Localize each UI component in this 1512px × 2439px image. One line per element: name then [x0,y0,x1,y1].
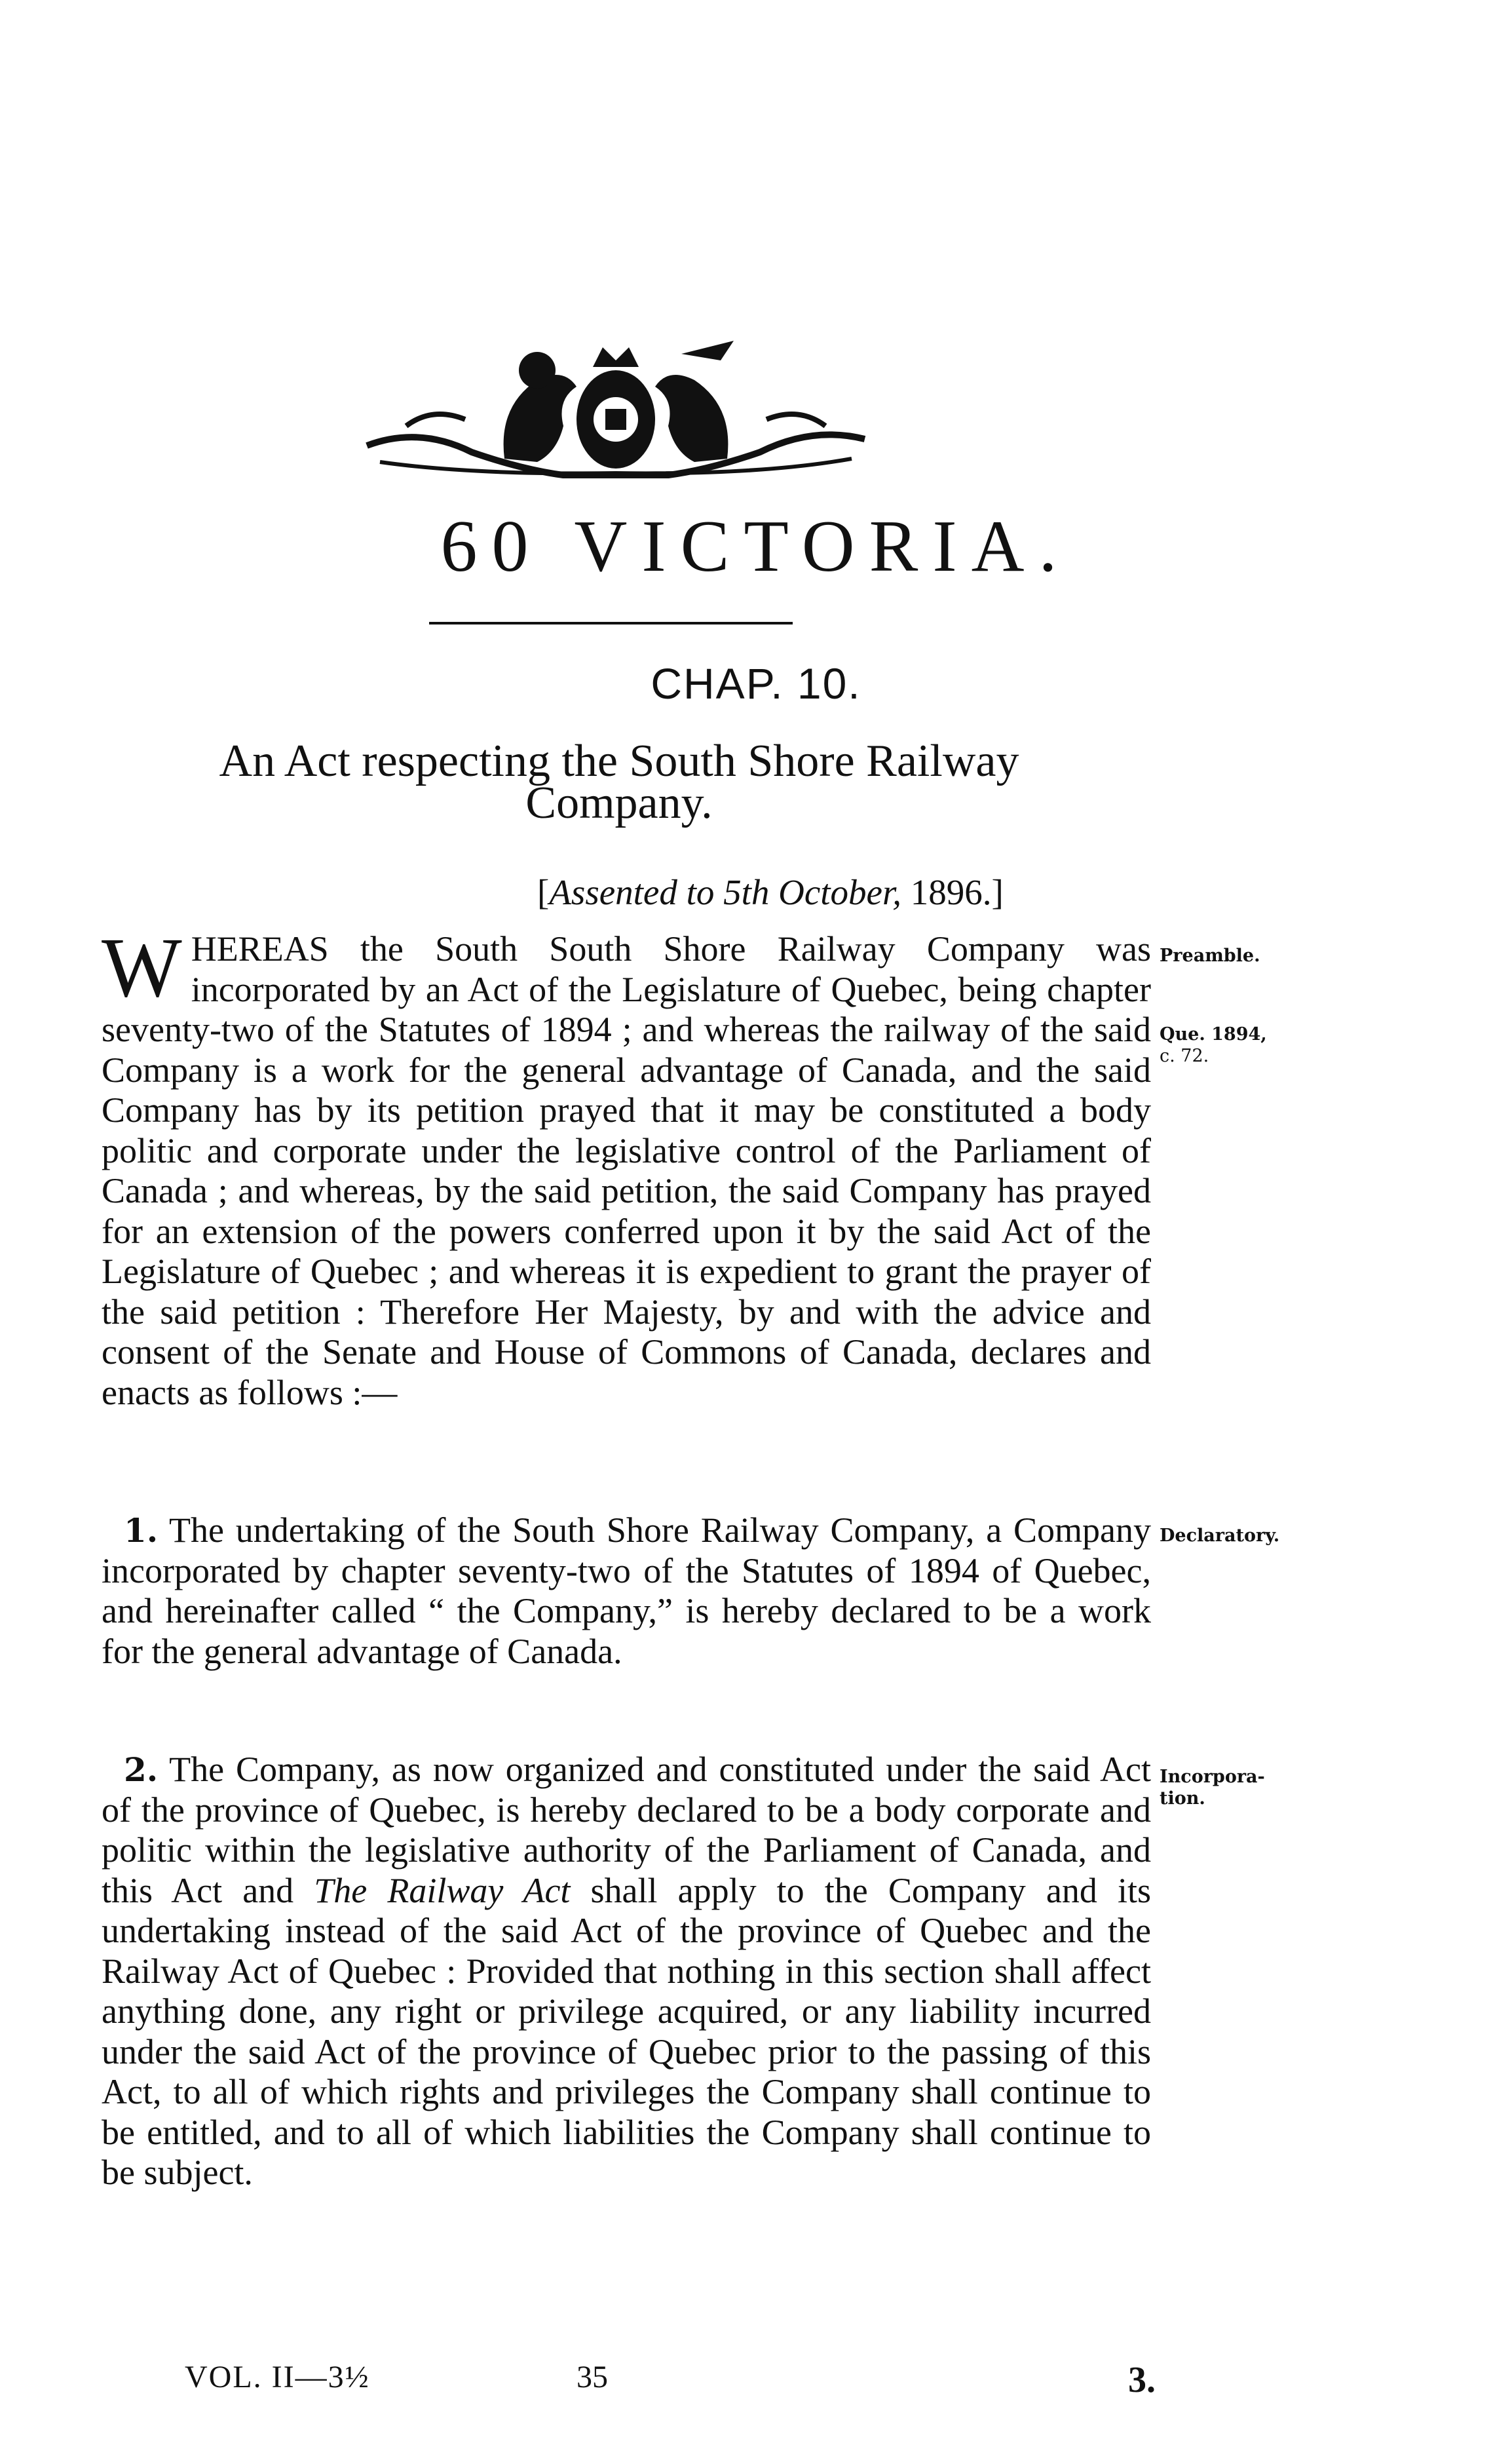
preamble-text: HEREAS the South South Shore Railway Company was incorporated by an Act of the Legislature of Quebec, being chapter seventy-two of the Statutes of 1894 ; and whereas the railway of the said Company is a work for the general advantage of Canada, and the said Company has by its petition prayed that it may be constituted a body politic and corporate under the legislative control of the Parliament of Canada ; and whereas, by the said petition, the said Company has prayed for an extension of the powers conferred upon it by the said Act of the Legislature of Quebec ; and whereas it is expedient to grant the prayer of the said petition : Therefore Her Majesty, by and with the advice and consent of the Senate and House of Commons of Canada, declares and enacts as follows :— [102,929,1151,1412]
volume-title: 60 VICTORIA. [440,506,1072,587]
preamble-paragraph [102,921,1151,1413]
assent-date: [Assented to 5th October, 1896.] [537,872,1004,912]
section-2-number: 2. [124,1750,159,1789]
assent-text: Assented to 5th October, [549,872,902,912]
section-1-number: 1. [124,1511,159,1550]
margin-note-quebec-reference [1160,1024,1267,1067]
section-1-text: The undertaking of the South Shore Railway Company, a Company incorporated by chapter seventy-two of the Statutes of 1894 of Quebec, and hereinafter called “ the Company,” is hereby declared to be a work for the general advantage of Canada. [102,1510,1151,1671]
margin-note-quebec-line2: c. 72. [1160,1046,1209,1066]
margin-note-incorporation [1160,1766,1265,1809]
section-2 [102,1750,1151,2193]
margin-note-preamble: Preamble. [1160,946,1260,966]
margin-note-incorporation-line2: tion. [1160,1788,1205,1809]
margin-note-declaratory: Declaratory. [1160,1526,1280,1546]
footer-volume-signature: VOL. II—3½ [185,2360,370,2394]
act-title: An Act respecting the South Shore Railway Company. [219,736,1019,828]
next-section-catchword: 3. [1128,2360,1156,2400]
margin-note-incorporation-line1: Incorpora- [1160,1767,1265,1787]
title-divider [429,622,793,624]
section-2-act-name: The Railway Act [314,1870,571,1910]
royal-coat-of-arms [341,328,891,478]
drop-cap: W [102,921,182,1015]
chapter-heading: CHAP. 10. [651,659,861,708]
section-2-text-a: The Company, as now organized and constituted under the said Act of the province of Quebec, is hereby declared to be a body corporate and politic within the legislative authority of the Parliament of Canada, and this Act and [102,1750,1151,1910]
margin-note-quebec-line1: Que. 1894, [1160,1024,1267,1045]
section-1 [102,1510,1151,1672]
page-number: 35 [576,2360,608,2394]
section-2-text-b: shall apply to the Company and its undertaking instead of the said Act of the province of Quebec and the Railway Act of Quebec : Provided that nothing in this section shall affect anything done, any right or privilege acquired, or any liability incurred under the said Act of the province of Quebec prior to the passing of this Act, to all of which rights and privileges the Company shall continue to be entitled, and to all of which liabilities the Company shall continue to be subject. [102,1870,1151,2192]
assent-year: 1896. [910,872,992,912]
